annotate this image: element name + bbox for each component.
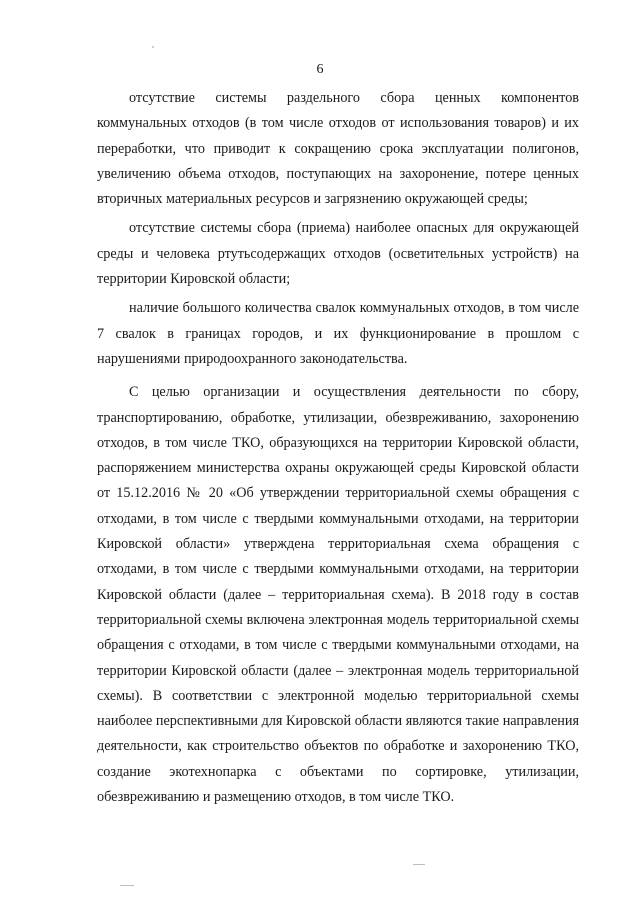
scan-artifact <box>152 46 154 48</box>
page-number: 6 <box>316 62 324 77</box>
paragraph-no-mercury-collection: отсутствие системы сбора (приема) наиболее опасных для окружающей среды и человека ртутьсодержащих отходов (осветительных устройств) на территории Кировской области; <box>97 220 579 288</box>
paragraph-landfills: наличие большого количества свалок коммунальных отходов, в том числе 7 свалок в границах городов, и их функционирование в прошлом с нарушениями природоохранного законодательства. <box>97 300 579 367</box>
scan-artifact <box>413 864 425 865</box>
paragraph-territorial-scheme: С целью организации и осуществления деятельности по сбору, транспортированию, обработке, утилизации, обезвреживанию, захоронению отходов, в том числе ТКО, образующихся на территории Кировской области, распоряжением министерства охраны окружающей среды Кировской области от 15.12.2016 № 20 «Об утверждении территориальной схемы обращения с отходами, в том числе с твердыми коммунальными отходами, на территории Кировской области» утверждена территориальная схема обращения с отходами, в том числе с твердыми коммунальными отходами, на территории Кировской области (далее – территориальная схема). В 2018 году в состав территориальной схемы включена электронная модель территориальной схемы обращения с отходами, в том числе с твердыми коммунальными отходами, на территории Кировской области (далее – электронная модель территориальной схемы). В соответствии с электронной моделью территориальной схемы наиболее перспективными для Кировской области являются такие направления деятельности, как строительство объектов по обработке и захоронению ТКО, создание экотехнопарка с объектами по сортировке, утилизации, обезвреживанию и размещению отходов, в том числе ТКО. <box>97 384 579 806</box>
document-body <box>97 86 579 810</box>
scan-artifact <box>120 885 134 886</box>
paragraph-no-separate-collection: отсутствие системы раздельного сбора ценных компонентов коммунальных отходов (в том числе отходов от использования товаров) и их переработки, что приводит к сокращению срока эксплуатации полигонов, увеличению объема отходов, поступающих на захоронение, потере ценных вторичных материальных ресурсов и загрязнению окружающей среды; <box>97 90 579 208</box>
